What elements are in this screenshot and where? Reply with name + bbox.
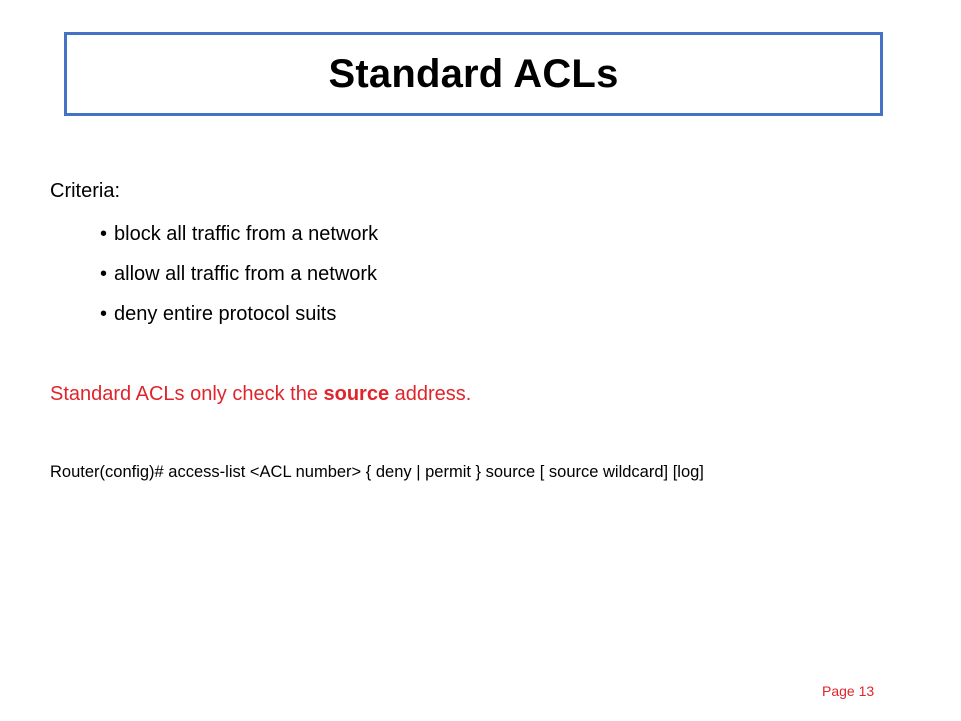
criteria-list [100,222,378,342]
standard-acl-note [50,383,471,406]
note-text-before: Standard ACLs only check the [50,383,324,405]
list-item-text: allow all traffic from a network [114,263,378,285]
slide-title: Standard ACLs [328,51,619,96]
bullet-icon: • [100,223,108,245]
bullet-icon: • [100,263,108,285]
list-item-text: block all traffic from a network [114,223,379,245]
command-syntax: Router(config)# access-list <ACL number> { deny | permit } source [ source wildcard] [log] [50,463,704,481]
list-item-text: deny entire protocol suits [114,303,337,325]
list-item [100,302,378,342]
title-box [64,32,883,116]
note-text-after: address. [389,383,472,405]
criteria-label: Criteria: [50,180,121,202]
list-item [100,262,378,302]
list-item [100,222,378,262]
page-number: Page 13 [822,683,875,699]
note-emphasis: source [323,383,390,405]
bullet-icon: • [100,303,108,325]
